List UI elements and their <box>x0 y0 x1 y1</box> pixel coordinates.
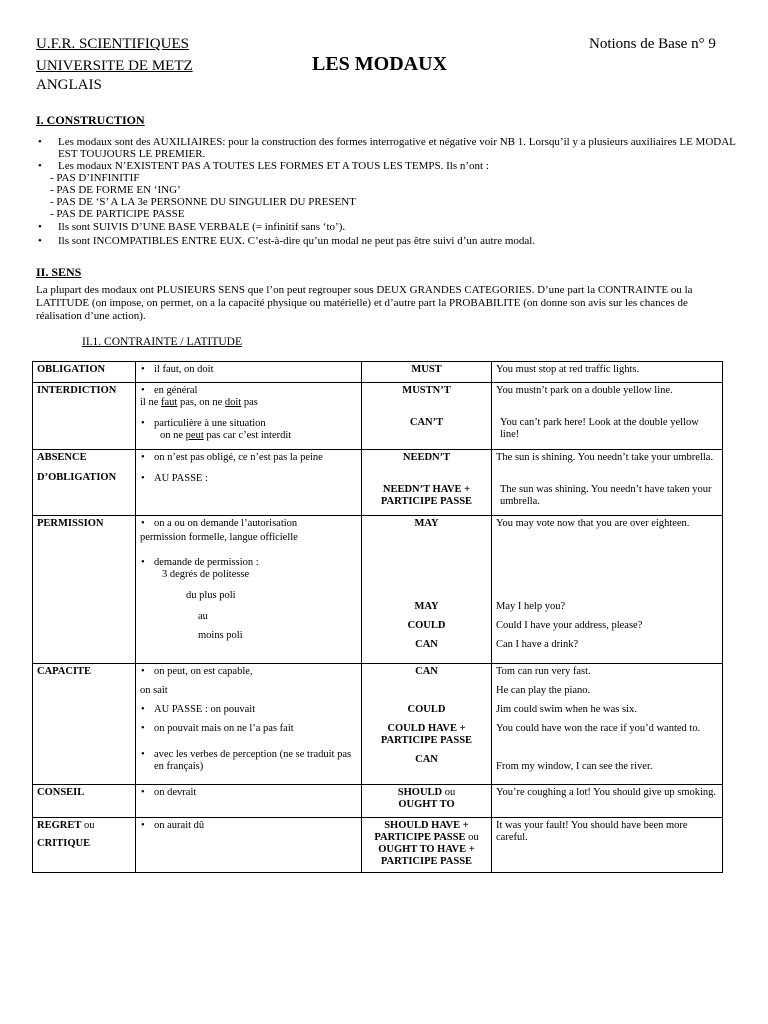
example-cell: The sun is shining. You needn’t take your umbrella. The sun was shining. You needn’t have taken your umbrella. <box>492 450 723 516</box>
sense-cell: • en général il ne faut pas, on ne doit pas • particulière à une situation on ne peut pas car c’est interdit <box>136 383 362 450</box>
list-item: • Ils sont INCOMPATIBLES ENTRE EUX. C’est-à-dire qu’un modal ne peut pas être suivi d’un autre modal. <box>36 235 736 247</box>
list-item: • Ils sont SUIVIS D’UNE BASE VERBALE (= infinitif sans ‘to’). <box>36 221 736 233</box>
category-cell: PERMISSION <box>33 516 136 664</box>
category-cell: ABSENCE D’OBLIGATION <box>33 450 136 516</box>
table-row <box>33 383 723 450</box>
section-1-body <box>36 136 736 247</box>
category-cell: INTERDICTION <box>33 383 136 450</box>
table-row <box>33 664 723 785</box>
modal-cell: MUSTN’T CAN’T <box>362 383 492 450</box>
example-cell: You must stop at red traffic lights. <box>492 362 723 383</box>
list-item: • Les modaux sont des AUXILIAIRES: pour la construction des formes interrogative et négative voir NB 1. Lorsqu’il y a plusieurs auxiliaires LE MODAL EST TOUJOURS LE PREMIER. <box>36 136 736 160</box>
sense-cell: • il faut, on doit <box>136 362 362 383</box>
category-cell: CAPACITE <box>33 664 136 785</box>
modal-cell: NEEDN’T NEEDN’T HAVE + PARTICIPE PASSE <box>362 450 492 516</box>
sense-cell: • on a ou on demande l’autorisation permission formelle, langue officielle • demande de permission : 3 degrés de politesse du plus poli au moins poli <box>136 516 362 664</box>
header-line-3: ANGLAIS <box>36 77 102 93</box>
section-2-subheading: II.1. CONTRAINTE / LATITUDE <box>82 336 243 348</box>
header-line-2: UNIVERSITE DE METZ <box>36 58 193 74</box>
list-item: - PAS DE ‘S’ A LA 3e PERSONNE DU SINGULIER DU PRESENT <box>50 196 356 208</box>
modal-cell: SHOULD HAVE + PARTICIPE PASSE ou OUGHT TO HAVE + PARTICIPE PASSE <box>362 818 492 873</box>
page-title: LES MODAUX <box>312 53 448 75</box>
modal-cell: MAY MAY COULD CAN <box>362 516 492 664</box>
sense-cell: • on aurait dû <box>136 818 362 873</box>
table-row <box>33 450 723 516</box>
section-2-paragraph: La plupart des modaux ont PLUSIEURS SENS que l’on peut regrouper sous DEUX GRANDES CATEGORIES. D’une part la CONTRAINTE ou la LATITUDE (on impose, on permet, on a la capacité physique ou matérielle) et d’autre part la PROBABILITE (on donne son avis sur les chances de réalisation d’une action). <box>36 284 693 322</box>
category-cell: CONSEIL <box>33 785 136 818</box>
modal-cell: CAN COULD COULD HAVE + PARTICIPE PASSE CAN <box>362 664 492 785</box>
example-cell: You mustn’t park on a double yellow line. You can’t park here! Look at the double yellow line! <box>492 383 723 450</box>
list-item: • Les modaux N’EXISTENT PAS A TOUTES LES FORMES ET A TOUS LES TEMPS. Ils n’ont : <box>36 160 736 172</box>
list-item: - PAS DE PARTICIPE PASSE <box>50 208 185 220</box>
sense-cell: • on n’est pas obligé, ce n’est pas la peine • AU PASSE : <box>136 450 362 516</box>
list-item: - PAS DE FORME EN ‘ING’ <box>50 184 181 196</box>
table-row <box>33 516 723 664</box>
category-cell: REGRET ou CRITIQUE <box>33 818 136 873</box>
example-cell: You may vote now that you are over eighteen. May I help you? Could I have your address, please? Can I have a drink? <box>492 516 723 664</box>
example-cell: Tom can run very fast. He can play the piano. Jim could swim when he was six. You could have won the race if you’d wanted to. From my window, I can see the river. <box>492 664 723 785</box>
modal-cell: MUST <box>362 362 492 383</box>
example-cell: You’re coughing a lot! You should give up smoking. <box>492 785 723 818</box>
header-line-1: U.F.R. SCIENTIFIQUES <box>36 36 189 52</box>
table-row <box>33 362 723 383</box>
category-cell: OBLIGATION <box>33 362 136 383</box>
sense-cell: • on peut, on est capable, on sait • AU PASSE : on pouvait • on pouvait mais on ne l’a pas fait • avec les verbes de perception (ne se traduit pas en français) <box>136 664 362 785</box>
section-2-heading: II. SENS <box>36 265 82 279</box>
table-row <box>33 785 723 818</box>
doc-reference: Notions de Base n° 9 <box>589 36 716 52</box>
table-row <box>33 818 723 873</box>
sense-cell: • on devrait <box>136 785 362 818</box>
modals-table <box>32 361 723 873</box>
section-1-heading: I. CONSTRUCTION <box>36 113 145 127</box>
example-cell: It was your fault! You should have been more careful. <box>492 818 723 873</box>
list-item: - PAS D’INFINITIF <box>50 172 140 184</box>
modal-cell: SHOULD ou OUGHT TO <box>362 785 492 818</box>
